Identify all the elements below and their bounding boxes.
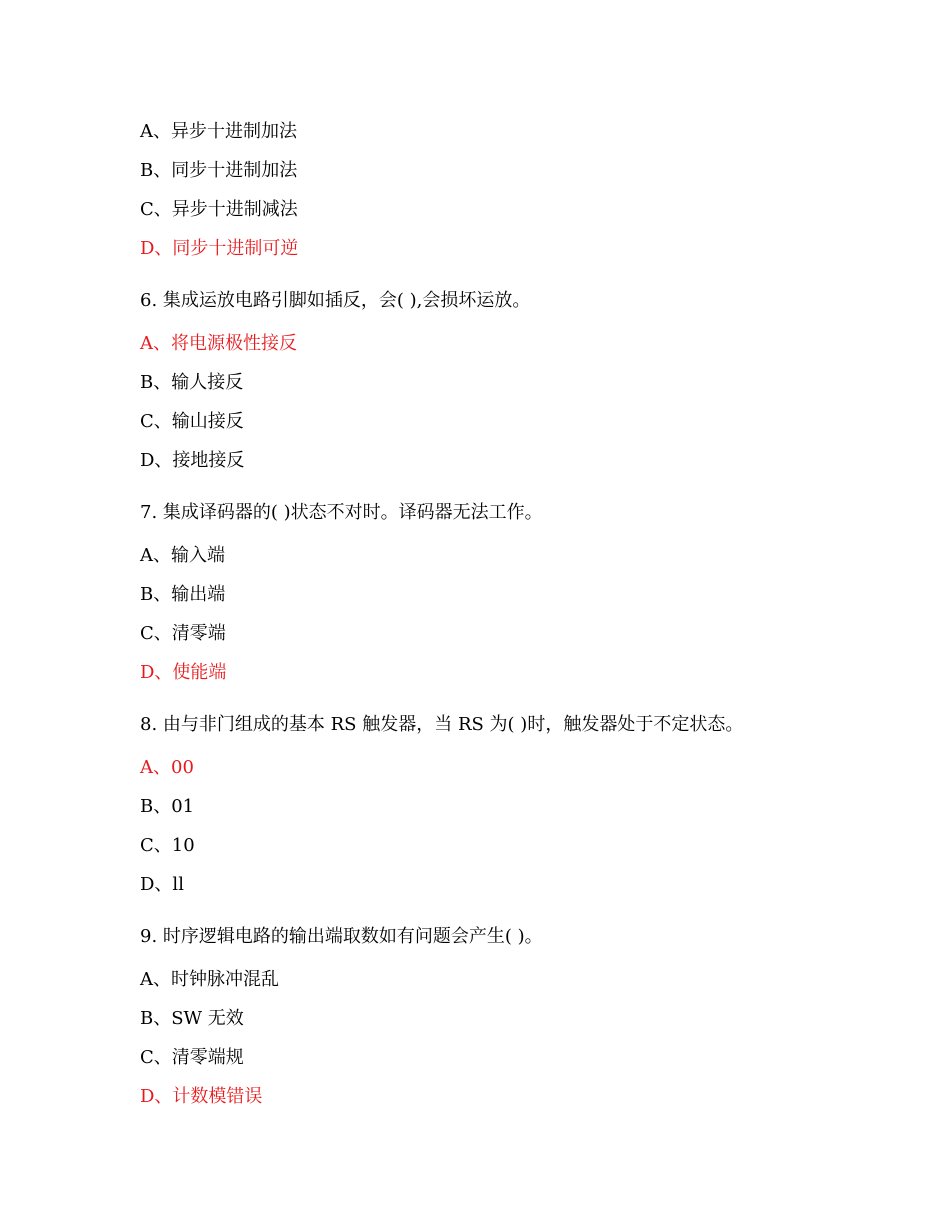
q6-question: 6. 集成运放电路引脚如插反，会( ),会损坏运放。 [140, 290, 531, 311]
q6-option-a-correct: A、将电源极性接反 [140, 333, 297, 354]
q8-option-c: C、10 [140, 835, 195, 856]
q5-option-a: A、异步十进制加法 [140, 121, 297, 142]
q8-option-d: D、ll [140, 874, 184, 895]
q6-option-c: C、输山接反 [140, 411, 244, 432]
q5-option-b: B、同步十进制加法 [140, 160, 298, 181]
q5-option-d-correct: D、同步十进制可逆 [140, 238, 299, 259]
q6-option-d: D、接地接反 [140, 450, 245, 471]
q6-option-b: B、输人接反 [140, 372, 244, 393]
q7-option-d-correct: D、使能端 [140, 662, 227, 683]
q7-option-c: C、清零端 [140, 623, 226, 644]
q8-question: 8. 由与非门组成的基本 RS 触发器，当 RS 为( )时，触发器处于不定状态。 [140, 714, 744, 735]
q9-option-d-correct: D、计数模错误 [140, 1086, 263, 1107]
q9-question: 9. 时序逻辑电路的输出端取数如有问题会产生( )。 [140, 926, 543, 947]
q9-option-a: A、时钟脉冲混乱 [140, 969, 279, 990]
q5-option-c: C、异步十进制减法 [140, 199, 298, 220]
q7-option-b: B、输出端 [140, 584, 226, 605]
q8-option-b: B、01 [140, 796, 195, 817]
q8-option-a-correct: A、00 [140, 757, 194, 778]
q9-option-b: B、SW 无效 [140, 1008, 244, 1029]
q7-question: 7. 集成译码器的( )状态不对时。译码器无法工作。 [140, 502, 543, 523]
q9-option-c: C、清零端规 [140, 1047, 244, 1068]
q7-option-a: A、输入端 [140, 545, 225, 566]
